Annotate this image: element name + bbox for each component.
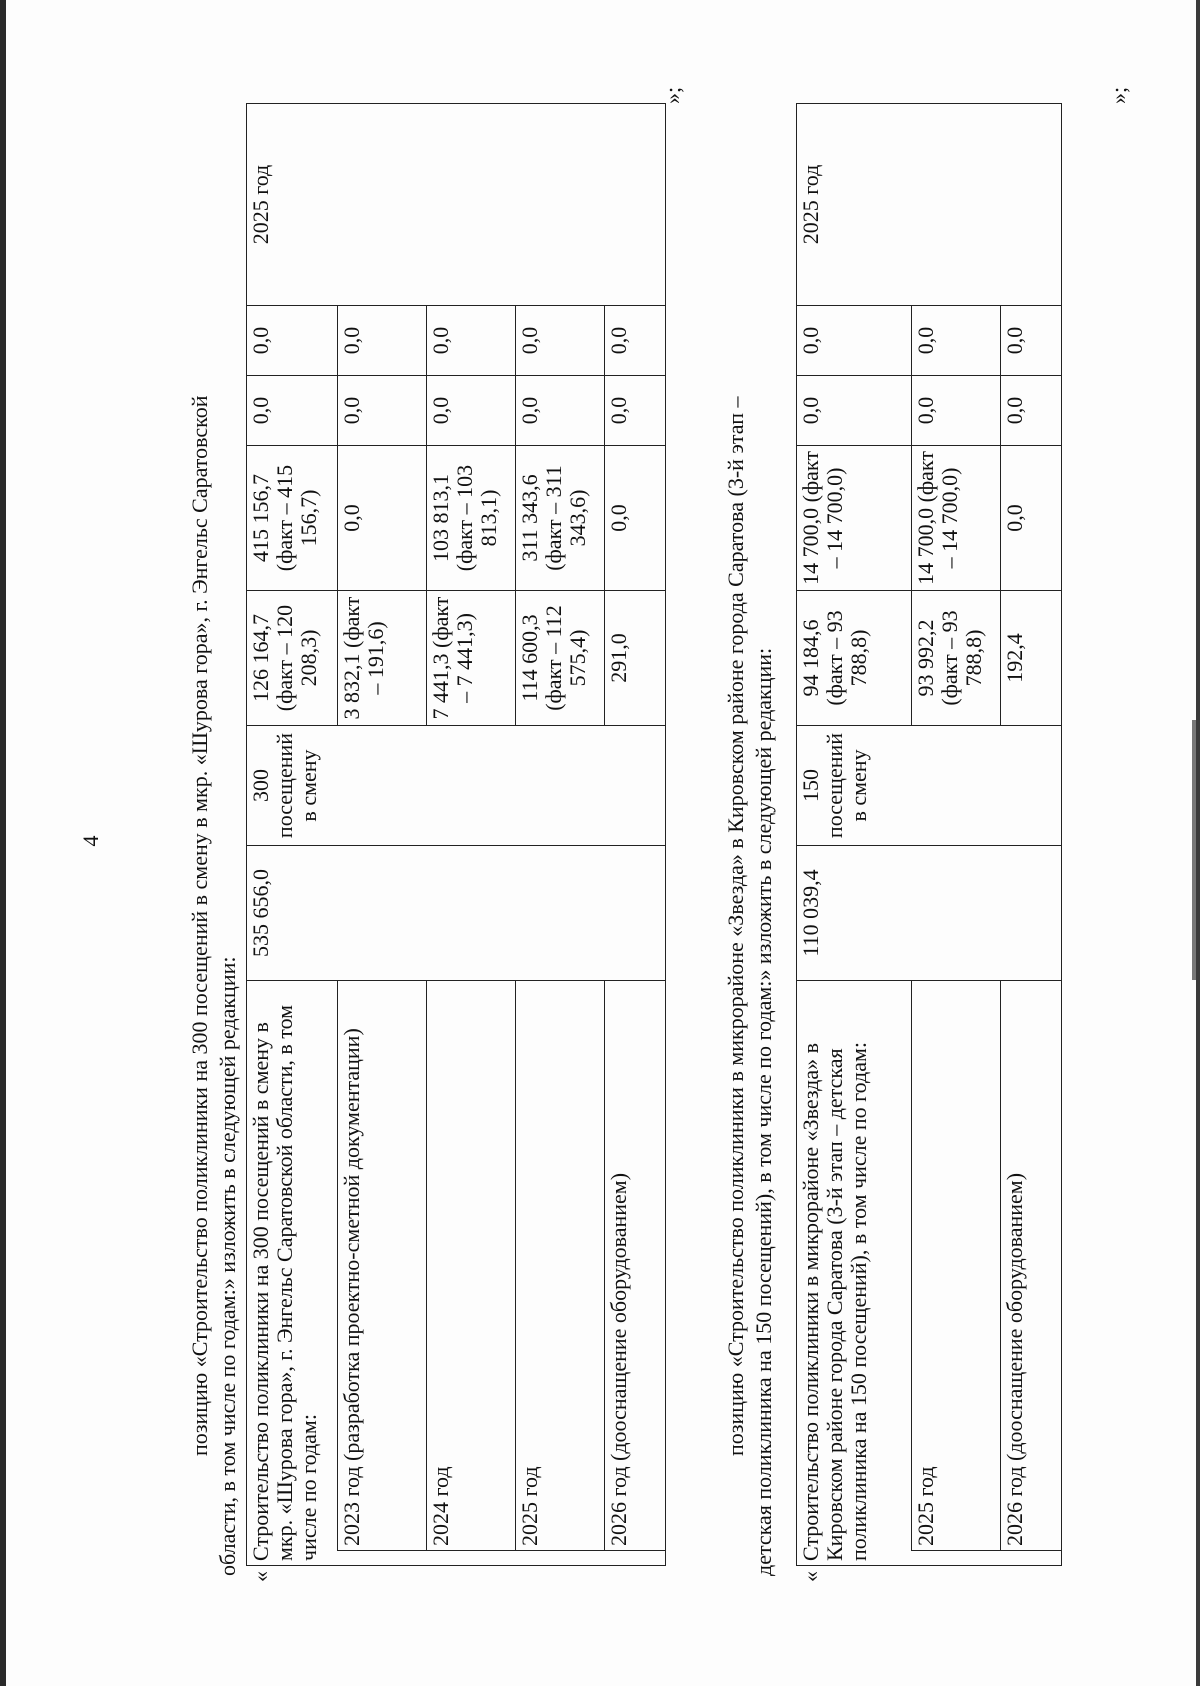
section1-row-col2: 103 813,1 (факт – 103 813,1) [427,446,516,591]
section1-main-col2: 415 156,7 (факт – 415 156,7) [247,446,338,591]
table-row [1001,103,1062,1565]
table-row [247,104,338,1566]
section1-intro [186,136,242,1576]
section1-row-label: 2025 год [516,981,605,1551]
section1-row-label: 2026 год (дооснащение оборудованием) [605,981,666,1551]
table-row [605,104,666,1566]
section1-row-col3: 0,0 [338,376,427,446]
section1-main-col4: 0,0 [247,306,338,376]
section1-row-col2: 0,0 [605,446,666,591]
section1-main-col3: 0,0 [247,376,338,446]
section2-row-label: 2026 год (дооснащение оборудованием) [1001,980,1062,1550]
section2-row-col1: 93 992,2 (факт – 93 788,8) [912,590,1001,725]
section2-row-col3: 0,0 [912,375,1001,445]
section1-row-col3: 0,0 [427,376,516,446]
table-row [516,104,605,1566]
section2-intro-line1: позицию «Строительство поликлиники в микрорайоне «Звезда» в Кировском районе города Саратова (3-й этап – [723,396,748,1456]
section2-row-col2: 14 700,0 (факт – 14 700,0) [912,445,1001,590]
section1-row-col4: 0,0 [605,306,666,376]
section1-row-label: 2023 год (разработка проектно-сметной документации) [338,981,427,1551]
section1-open-quote: « [248,1571,273,1582]
section2-row-col2: 0,0 [1001,445,1062,590]
section1-row-col1: 291,0 [605,591,666,726]
section2-row-col4: 0,0 [912,305,1001,375]
table-row [797,103,912,1565]
section1-intro-line1: позицию «Строительство поликлиники на 300 посещений в смену в мкр. «Шурова гора», г. Энгельс Саратовской [187,395,212,1456]
section1-row-label: 2024 год [427,981,516,1551]
section2-main-capacity: 150 посещений в смену [797,725,912,845]
section1-main-year: 2025 год [247,104,666,306]
page-number: 4 [78,835,103,847]
section1-row-col1: 3 832,1 (факт – 191,6) [338,591,427,726]
section1-row-col3: 0,0 [605,376,666,446]
section1-close-mark: »; [660,86,685,104]
section2-open-quote: « [798,1571,823,1582]
section1-row-col4: 0,0 [427,306,516,376]
section2-intro [722,136,778,1576]
section1-row-col4: 0,0 [338,306,427,376]
section2-main-col4: 0,0 [797,305,912,375]
section2-table [796,103,1062,1566]
section1-main-col1: 126 164,7 (факт – 120 208,3) [247,591,338,726]
section1-row-col1: 7 441,3 (факт – 7 441,3) [427,591,516,726]
section2-row-col1: 192,4 [1001,590,1062,725]
section2-main-total: 110 039,4 [797,845,912,980]
section1-main-capacity: 300 посещений в смену [247,726,338,846]
section2-main-year: 2025 год [797,103,1062,305]
table-row [912,103,1001,1565]
section2-row-col4: 0,0 [1001,305,1062,375]
section2-main-col2: 14 700,0 (факт – 14 700,0) [797,445,912,590]
table-row [338,104,427,1566]
section1-main-total: 535 656,0 [247,846,338,981]
section2-intro-line2: детская поликлиника на 150 посещений), в том числе по годам:» изложить в следующей редакции: [751,647,776,1576]
section2-row-col3: 0,0 [1001,375,1062,445]
section1-table [246,103,666,1566]
section1-row-col2: 0,0 [338,446,427,591]
section2-main-col3: 0,0 [797,375,912,445]
section1-row-col3: 0,0 [516,376,605,446]
table-row [427,104,516,1566]
section2-main-col1: 94 184,6 (факт – 93 788,8) [797,590,912,725]
section2-row-label: 2025 год [912,980,1001,1550]
section1-intro-line2: области, в том числе по годам:» изложить в следующей редакции: [215,956,240,1576]
section2-main-name: Строительство поликлиники в микрорайоне «Звезда» в Кировском районе города Саратова (3-й этап – детская поликлиника на 150 посещений), в том числе по годам: [797,980,912,1565]
section1-row-col1: 114 600,3 (факт – 112 575,4) [516,591,605,726]
section1-main-name: Строительство поликлиники на 300 посещений в смену в мкр. «Шурова гора», г. Энгельс Саратовской области, в том числе по годам: [247,981,338,1566]
section1-row-col2: 311 343,6 (факт – 311 343,6) [516,446,605,591]
section2-close-mark: »; [1106,86,1131,104]
section1-row-col4: 0,0 [516,306,605,376]
